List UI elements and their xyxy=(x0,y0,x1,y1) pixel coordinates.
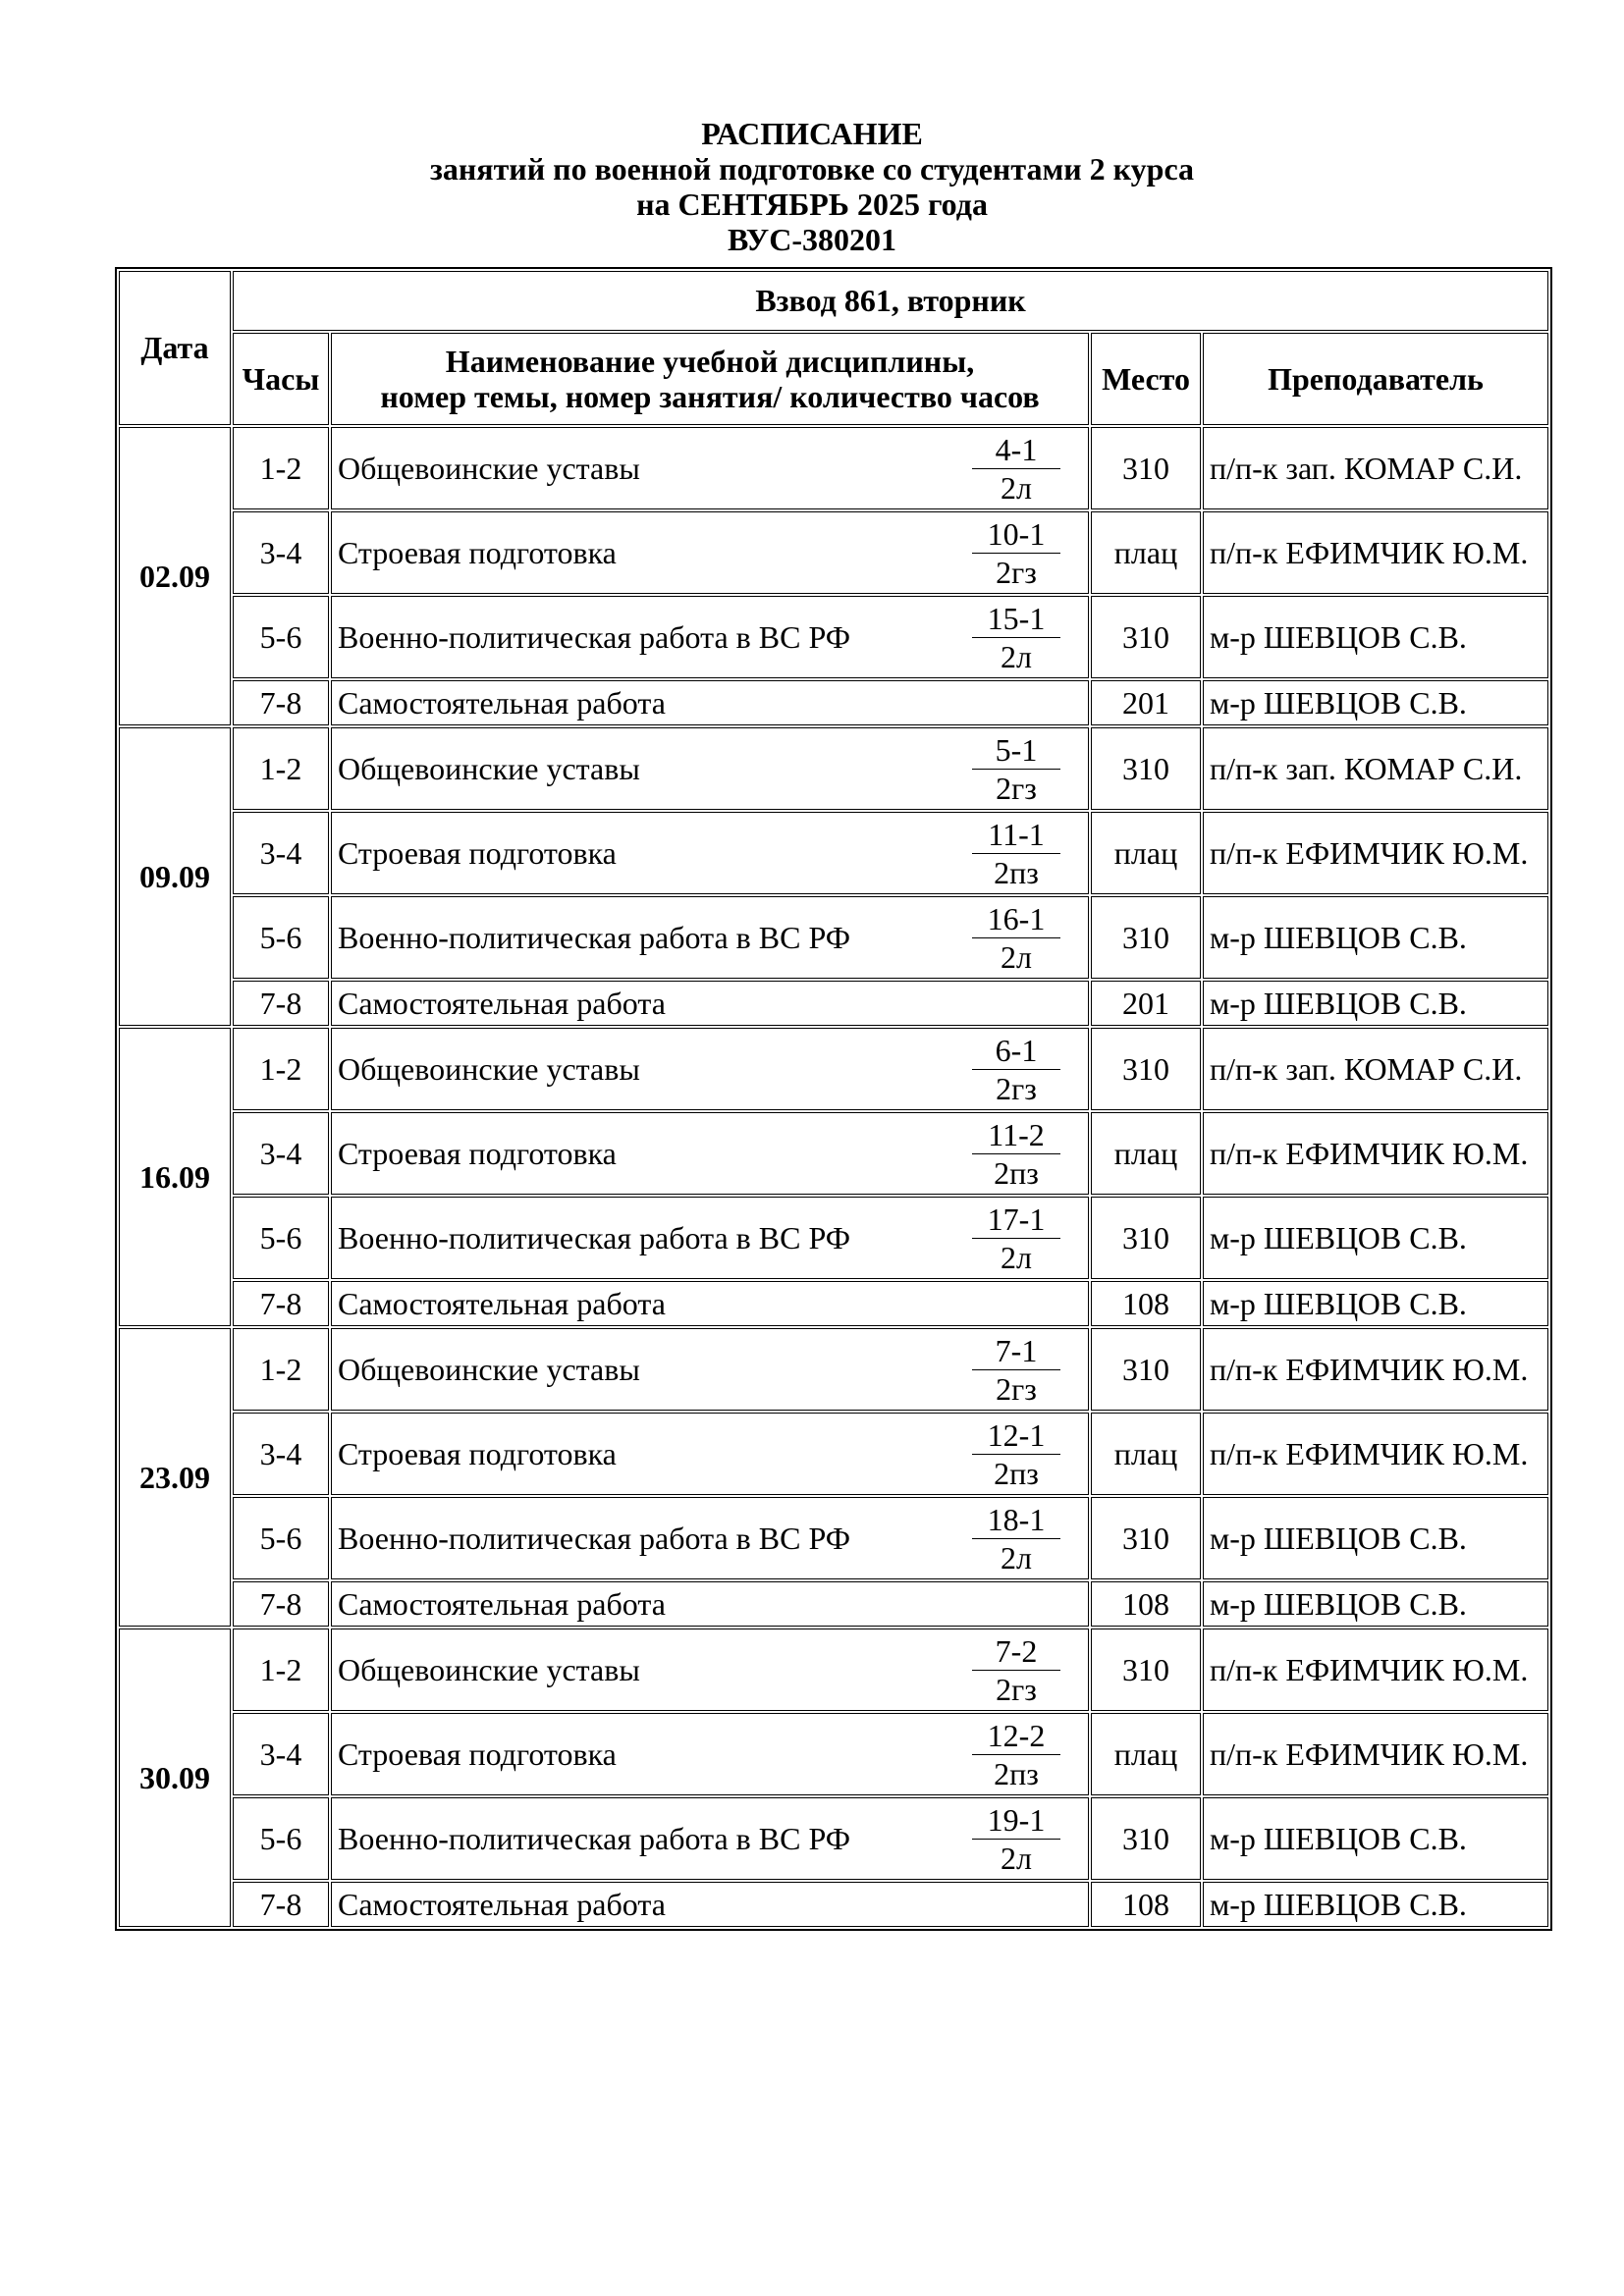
subject-name: Самостоятельная работа xyxy=(338,1585,666,1622)
teacher-cell: п/п-к зап. КОМАР С.И. xyxy=(1203,427,1548,509)
table-row xyxy=(119,596,1548,678)
subject-cell xyxy=(331,1882,1089,1927)
topic-fraction xyxy=(972,1801,1060,1877)
place-cell: 108 xyxy=(1091,1281,1201,1326)
place-cell: 310 xyxy=(1091,1028,1201,1110)
place-cell: 108 xyxy=(1091,1882,1201,1927)
date-cell: 23.09 xyxy=(119,1328,231,1627)
teacher-cell: м-р ШЕВЦОВ С.В. xyxy=(1203,1197,1548,1279)
teacher-cell: м-р ШЕВЦОВ С.В. xyxy=(1203,1497,1548,1579)
table-row xyxy=(119,427,1548,509)
table-row xyxy=(119,511,1548,594)
table-row xyxy=(119,981,1548,1026)
lesson-kind: 2гз xyxy=(996,554,1037,590)
subject-wrap xyxy=(338,515,1088,591)
place-cell: 310 xyxy=(1091,427,1201,509)
subject-name: Военно-политическая работа в ВС РФ xyxy=(338,1520,850,1556)
table-row xyxy=(119,1713,1548,1795)
subject-name: Общевоинские уставы xyxy=(338,1351,640,1387)
topic-number: 15-1 xyxy=(972,600,1060,638)
subject-wrap xyxy=(338,600,1088,675)
table-row xyxy=(119,1797,1548,1880)
place-cell: 310 xyxy=(1091,1797,1201,1880)
subject-cell xyxy=(331,1413,1089,1495)
lesson-kind: 2пз xyxy=(994,1154,1039,1191)
teacher-cell: м-р ШЕВЦОВ С.В. xyxy=(1203,596,1548,678)
subject-wrap xyxy=(338,1116,1088,1192)
subject-name: Строевая подготовка xyxy=(338,534,617,570)
subject-cell xyxy=(331,1281,1089,1326)
hours-cell: 1-2 xyxy=(233,1028,329,1110)
table-row xyxy=(119,1882,1548,1927)
subject-name: Самостоятельная работа xyxy=(338,1285,666,1321)
topic-number: 17-1 xyxy=(972,1201,1060,1239)
place-cell: 310 xyxy=(1091,1629,1201,1711)
hours-cell: 1-2 xyxy=(233,427,329,509)
teacher-cell: п/п-к ЕФИМЧИК Ю.М. xyxy=(1203,812,1548,894)
topic-number: 6-1 xyxy=(972,1032,1060,1070)
lesson-kind: 2гз xyxy=(996,1070,1037,1106)
subject-wrap xyxy=(338,900,1088,976)
lesson-kind: 2гз xyxy=(996,770,1037,806)
subject-cell xyxy=(331,981,1089,1026)
topic-number: 7-1 xyxy=(972,1332,1060,1370)
subject-name: Строевая подготовка xyxy=(338,1735,617,1772)
platoon-header: Взвод 861, вторник xyxy=(233,271,1548,331)
page-title: РАСПИСАНИЕ xyxy=(701,116,923,151)
topic-fraction xyxy=(972,1201,1060,1276)
hours-cell: 3-4 xyxy=(233,511,329,594)
teacher-cell: м-р ШЕВЦОВ С.В. xyxy=(1203,1581,1548,1627)
subject-header-line1: Наименование учебной дисциплины, xyxy=(445,344,975,379)
subject-name: Строевая подготовка xyxy=(338,834,617,871)
table-row xyxy=(119,1629,1548,1711)
subject-cell xyxy=(331,896,1089,979)
subject-name: Военно-политическая работа в ВС РФ xyxy=(338,1219,850,1255)
table-row xyxy=(119,727,1548,810)
page-header xyxy=(0,116,1624,257)
topic-number: 11-1 xyxy=(972,816,1060,854)
topic-fraction xyxy=(972,1332,1060,1408)
teacher-column-header: Преподаватель xyxy=(1203,333,1548,425)
teacher-cell: м-р ШЕВЦОВ С.В. xyxy=(1203,1882,1548,1927)
subject-name: Самостоятельная работа xyxy=(338,1886,666,1922)
lesson-kind: 2пз xyxy=(994,854,1039,890)
table-row xyxy=(119,1497,1548,1579)
topic-number: 16-1 xyxy=(972,900,1060,938)
place-cell: 310 xyxy=(1091,896,1201,979)
table-row xyxy=(119,1197,1548,1279)
hours-cell: 1-2 xyxy=(233,727,329,810)
place-cell: 310 xyxy=(1091,727,1201,810)
topic-fraction xyxy=(972,1116,1060,1192)
table-row xyxy=(119,1112,1548,1195)
place-cell: 201 xyxy=(1091,680,1201,725)
lesson-kind: 2гз xyxy=(996,1370,1037,1407)
topic-fraction xyxy=(972,1632,1060,1708)
hours-cell: 3-4 xyxy=(233,1112,329,1195)
topic-fraction xyxy=(972,515,1060,591)
teacher-cell: п/п-к ЕФИМЧИК Ю.М. xyxy=(1203,1713,1548,1795)
subject-wrap xyxy=(338,431,1088,507)
specialty-code: ВУС-380201 xyxy=(728,222,896,257)
teacher-cell: п/п-к зап. КОМАР С.И. xyxy=(1203,1028,1548,1110)
lesson-kind: 2гз xyxy=(996,1671,1037,1707)
place-cell: 310 xyxy=(1091,1328,1201,1411)
subject-column-header xyxy=(331,333,1089,425)
topic-fraction xyxy=(972,816,1060,891)
place-cell: плац xyxy=(1091,1413,1201,1495)
subject-header-line2: номер темы, номер занятия/ количество часов xyxy=(380,379,1040,414)
topic-number: 12-2 xyxy=(972,1717,1060,1755)
topic-fraction xyxy=(972,1032,1060,1107)
topic-fraction xyxy=(972,1501,1060,1576)
subject-wrap xyxy=(338,731,1088,807)
lesson-kind: 2л xyxy=(1001,938,1032,975)
table-row xyxy=(119,680,1548,725)
subject-name: Военно-политическая работа в ВС РФ xyxy=(338,919,850,955)
hours-cell: 5-6 xyxy=(233,596,329,678)
subject-cell xyxy=(331,727,1089,810)
teacher-cell: п/п-к ЕФИМЧИК Ю.М. xyxy=(1203,1629,1548,1711)
month-line: на СЕНТЯБРЬ 2025 года xyxy=(636,187,988,222)
hours-cell: 7-8 xyxy=(233,981,329,1026)
hours-cell: 1-2 xyxy=(233,1328,329,1411)
table-row xyxy=(119,1328,1548,1411)
table-row xyxy=(119,812,1548,894)
hours-cell: 5-6 xyxy=(233,1797,329,1880)
hours-cell: 3-4 xyxy=(233,1413,329,1495)
hours-cell: 7-8 xyxy=(233,1581,329,1627)
lesson-kind: 2пз xyxy=(994,1755,1039,1791)
place-column-header: Место xyxy=(1091,333,1201,425)
hours-cell: 5-6 xyxy=(233,1197,329,1279)
hours-cell: 5-6 xyxy=(233,896,329,979)
subject-cell xyxy=(331,1028,1089,1110)
teacher-cell: п/п-к зап. КОМАР С.И. xyxy=(1203,727,1548,810)
subject-wrap xyxy=(338,1032,1088,1107)
table-row xyxy=(119,896,1548,979)
subject-wrap xyxy=(338,986,1088,1022)
subject-cell xyxy=(331,427,1089,509)
subject-wrap xyxy=(338,1801,1088,1877)
subtitle-line: занятий по военной подготовке со студентами 2 курса xyxy=(429,151,1195,187)
teacher-cell: п/п-к ЕФИМЧИК Ю.М. xyxy=(1203,1413,1548,1495)
subject-name: Строевая подготовка xyxy=(338,1435,617,1471)
subject-name: Военно-политическая работа в ВС РФ xyxy=(338,1820,850,1856)
hours-cell: 5-6 xyxy=(233,1497,329,1579)
topic-fraction xyxy=(972,900,1060,976)
subject-cell xyxy=(331,1112,1089,1195)
subject-name: Общевоинские уставы xyxy=(338,1651,640,1687)
subject-cell xyxy=(331,1713,1089,1795)
topic-fraction xyxy=(972,431,1060,507)
subject-wrap xyxy=(338,1632,1088,1708)
place-cell: 108 xyxy=(1091,1581,1201,1627)
topic-fraction xyxy=(972,1416,1060,1492)
teacher-cell: м-р ШЕВЦОВ С.В. xyxy=(1203,680,1548,725)
table-row xyxy=(119,1028,1548,1110)
teacher-cell: м-р ШЕВЦОВ С.В. xyxy=(1203,896,1548,979)
subject-name: Общевоинские уставы xyxy=(338,1050,640,1087)
subject-wrap xyxy=(338,1501,1088,1576)
date-column-header: Дата xyxy=(119,271,231,425)
teacher-cell: п/п-к ЕФИМЧИК Ю.М. xyxy=(1203,511,1548,594)
subject-cell xyxy=(331,812,1089,894)
schedule-body xyxy=(119,427,1548,1927)
teacher-cell: м-р ШЕВЦОВ С.В. xyxy=(1203,1281,1548,1326)
topic-number: 19-1 xyxy=(972,1801,1060,1840)
topic-fraction xyxy=(972,600,1060,675)
table-row xyxy=(119,1413,1548,1495)
subject-wrap xyxy=(338,1286,1088,1322)
subject-cell xyxy=(331,1629,1089,1711)
lesson-kind: 2л xyxy=(1001,638,1032,674)
place-cell: 310 xyxy=(1091,1197,1201,1279)
place-cell: 310 xyxy=(1091,596,1201,678)
hours-cell: 7-8 xyxy=(233,680,329,725)
subject-name: Самостоятельная работа xyxy=(338,985,666,1021)
topic-number: 5-1 xyxy=(972,731,1060,770)
place-cell: 201 xyxy=(1091,981,1201,1026)
place-cell: плац xyxy=(1091,812,1201,894)
subject-wrap xyxy=(338,1586,1088,1623)
teacher-cell: п/п-к ЕФИМЧИК Ю.М. xyxy=(1203,1328,1548,1411)
subject-name: Самостоятельная работа xyxy=(338,684,666,721)
place-cell: 310 xyxy=(1091,1497,1201,1579)
teacher-cell: м-р ШЕВЦОВ С.В. xyxy=(1203,1797,1548,1880)
lesson-kind: 2л xyxy=(1001,1840,1032,1876)
hours-cell: 3-4 xyxy=(233,1713,329,1795)
lesson-kind: 2л xyxy=(1001,469,1032,506)
subject-wrap xyxy=(338,1416,1088,1492)
date-cell: 09.09 xyxy=(119,727,231,1026)
subject-wrap xyxy=(338,1201,1088,1276)
topic-number: 7-2 xyxy=(972,1632,1060,1671)
hours-cell: 7-8 xyxy=(233,1281,329,1326)
place-cell: плац xyxy=(1091,1713,1201,1795)
lesson-kind: 2л xyxy=(1001,1239,1032,1275)
topic-number: 18-1 xyxy=(972,1501,1060,1539)
topic-number: 4-1 xyxy=(972,431,1060,469)
subject-wrap xyxy=(338,1717,1088,1792)
subject-name: Общевоинские уставы xyxy=(338,450,640,486)
teacher-cell: м-р ШЕВЦОВ С.В. xyxy=(1203,981,1548,1026)
teacher-cell: п/п-к ЕФИМЧИК Ю.М. xyxy=(1203,1112,1548,1195)
topic-number: 10-1 xyxy=(972,515,1060,554)
subject-cell xyxy=(331,1497,1089,1579)
topic-fraction xyxy=(972,1717,1060,1792)
table-row xyxy=(119,1581,1548,1627)
hours-cell: 1-2 xyxy=(233,1629,329,1711)
subject-cell xyxy=(331,1328,1089,1411)
subject-name: Строевая подготовка xyxy=(338,1135,617,1171)
hours-cell: 7-8 xyxy=(233,1882,329,1927)
date-cell: 02.09 xyxy=(119,427,231,725)
lesson-kind: 2пз xyxy=(994,1455,1039,1491)
subject-cell xyxy=(331,680,1089,725)
date-cell: 16.09 xyxy=(119,1028,231,1326)
table-row xyxy=(119,1281,1548,1326)
schedule-table xyxy=(115,267,1552,1931)
place-cell: плац xyxy=(1091,1112,1201,1195)
subject-cell xyxy=(331,1797,1089,1880)
topic-number: 11-2 xyxy=(972,1116,1060,1154)
subject-wrap xyxy=(338,1887,1088,1923)
hours-cell: 3-4 xyxy=(233,812,329,894)
topic-fraction xyxy=(972,731,1060,807)
subject-wrap xyxy=(338,1332,1088,1408)
subject-cell xyxy=(331,596,1089,678)
subject-cell xyxy=(331,1581,1089,1627)
place-cell: плац xyxy=(1091,511,1201,594)
subject-name: Общевоинские уставы xyxy=(338,750,640,786)
topic-number: 12-1 xyxy=(972,1416,1060,1455)
hours-column-header: Часы xyxy=(233,333,329,425)
subject-wrap xyxy=(338,816,1088,891)
subject-wrap xyxy=(338,685,1088,721)
subject-cell xyxy=(331,1197,1089,1279)
lesson-kind: 2л xyxy=(1001,1539,1032,1575)
date-cell: 30.09 xyxy=(119,1629,231,1927)
subject-name: Военно-политическая работа в ВС РФ xyxy=(338,618,850,655)
subject-cell xyxy=(331,511,1089,594)
